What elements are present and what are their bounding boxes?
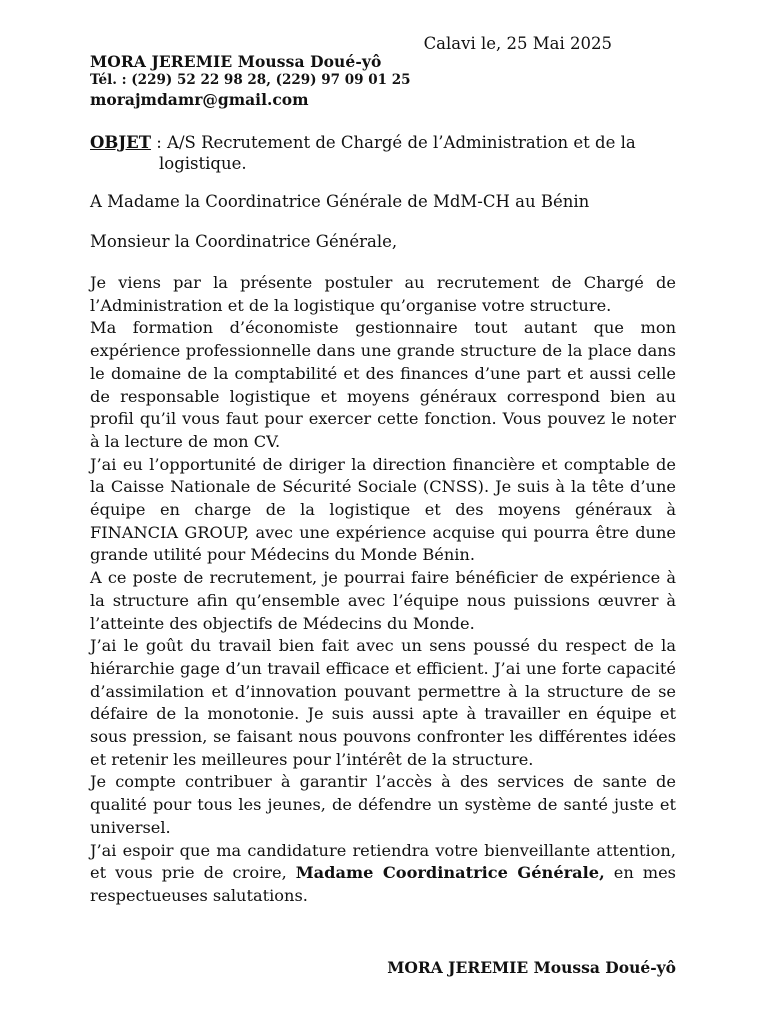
body-paragraph: J’ai le goût du travail bien fait avec un sens poussé du respect de la hiérarchie gage d’un travail efficace et efficient. J’ai une forte capacité d’assimilation et d’innovation pouvant permettre à la structure de se défaire de la monotonie. Je suis aussi apte à travailler en équipe et sous pression, se faisant nous pouvons confronter les différentes idées et retenir les meilleures pour l’intérêt de la structure. bbox=[90, 636, 676, 769]
subject-label: OBJET bbox=[90, 133, 151, 152]
body-paragraph: Je viens par la présente postuler au recrutement de Chargé de l’Administration et de la logistique qu’organise votre structure. bbox=[90, 273, 676, 315]
body-paragraph: A ce poste de recrutement, je pourrai faire bénéficier de expérience à la structure afin qu’ensemble avec l’équipe nous puissions œuvrer à l’atteinte des objectifs de Médecins du Monde. bbox=[90, 568, 676, 633]
body-paragraph: J’ai eu l’opportunité de diriger la direction financière et comptable de la Caisse Nationale de Sécurité Sociale (CNSS). Je suis à la tête d’une équipe en charge de la logistique et des moyens généraux à FINANCIA GROUP, avec une expérience acquise qui pourra être dune grande utilité pour Médecins du Monde Bénin. bbox=[90, 454, 676, 565]
salutation-line: Monsieur la Coordinatrice Générale, bbox=[90, 232, 398, 251]
closing-addressee: Madame Coordinatrice Générale, bbox=[295, 863, 605, 883]
body-paragraph: Ma formation d’économiste gestionnaire tout autant que mon expérience professionnelle dans une grande structure de la place dans le domaine de la comptabilité et des finances d’une part et aussi celle de responsable logistique et moyens généraux correspond bien au profil qu’il vous faut pour exercer cette fonction. Vous pouvez le noter à la lecture de mon CV. bbox=[90, 318, 676, 451]
signature: MORA JEREMIE Moussa Doué-yô bbox=[387, 958, 676, 977]
subject-text-line1: A/S Recrutement de Chargé de l’Administration et de la bbox=[167, 133, 636, 152]
closing-paragraph bbox=[90, 840, 676, 908]
body-paragraph: Je compte contribuer à garantir l’accès à des services de sante de qualité pour tous les jeunes, de défendre un système de santé juste et universel. bbox=[90, 772, 676, 837]
recipient-line: A Madame la Coordinatrice Générale de MdM-CH au Bénin bbox=[90, 192, 590, 211]
closing-text-end: en mes respectueuses salutations. bbox=[90, 863, 676, 905]
sender-phone: Tél. : (229) 52 22 98 28, (229) 97 09 01 25 bbox=[90, 72, 411, 88]
sender-email: morajmdamr@gmail.com bbox=[90, 90, 309, 109]
letter-body bbox=[90, 272, 676, 908]
sender-name: MORA JEREMIE Moussa Doué-yô bbox=[90, 52, 382, 71]
subject-separator: : bbox=[150, 133, 168, 152]
sender-block bbox=[90, 52, 411, 109]
closing-text-start: J’ai espoir que ma candidature retiendra votre bienveillante attention, et vous prie de croire, bbox=[90, 840, 676, 883]
date-line: Calavi le, 25 Mai 2025 bbox=[423, 34, 612, 53]
subject-line bbox=[90, 132, 680, 174]
subject-text-line2: logistique. bbox=[159, 154, 247, 173]
